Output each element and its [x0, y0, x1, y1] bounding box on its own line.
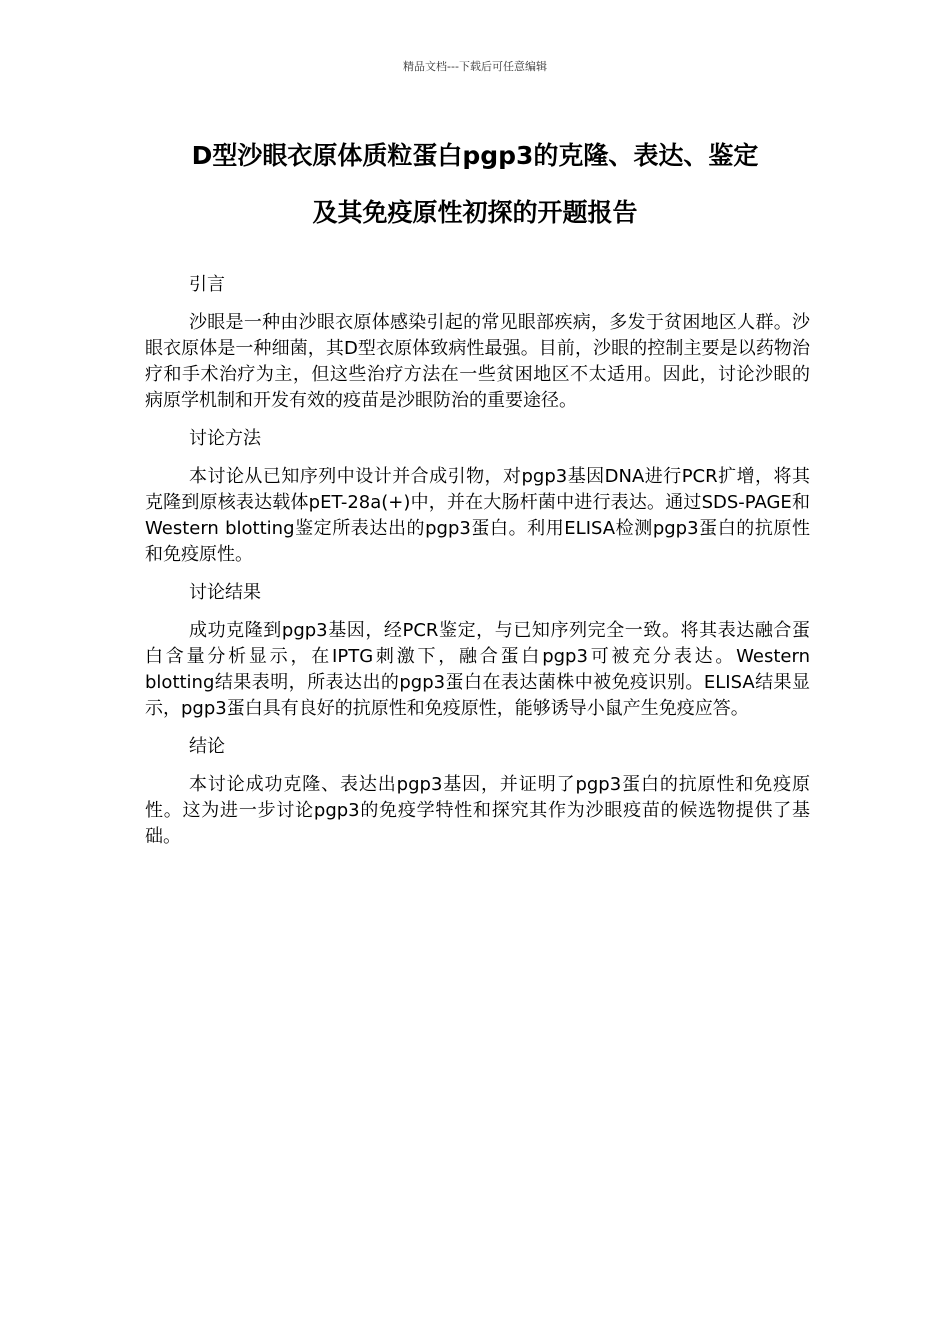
section-results	[145, 580, 810, 722]
section-heading: 讨论方法	[189, 428, 261, 449]
document-title-line-1: D型沙眼衣原体质粒蛋白pgp3的克隆、表达、鉴定	[191, 141, 759, 170]
header-note: 精品文档---下载后可任意编辑	[403, 60, 547, 73]
document-title-line-2: 及其免疫原性初探的开题报告	[312, 198, 638, 227]
section-heading: 讨论结果	[189, 582, 261, 603]
section-introduction	[145, 272, 810, 414]
section-heading: 结论	[189, 736, 225, 757]
section-paragraph: 本讨论从已知序列中设计并合成引物，对pgp3基因DNA进行PCR扩增，将其克隆到原核表达载体pET-28a(+)中，并在大肠杆菌中进行表达。通过SDS-PAGE和Western blotting鉴定所表达出的pgp3蛋白。利用ELISA检测pgp3蛋白的抗原性和免疫原性。	[145, 466, 810, 565]
section-paragraph: 成功克隆到pgp3基因，经PCR鉴定，与已知序列完全一致。将其表达融合蛋白含量分析显示，在IPTG刺激下，融合蛋白pgp3可被充分表达。Western blotting结果表明，所表达出的pgp3蛋白在表达菌株中被免疫识别。ELISA结果显示，pgp3蛋白具有良好的抗原性和免疫原性，能够诱导小鼠产生免疫应答。	[145, 620, 810, 719]
section-paragraph: 沙眼是一种由沙眼衣原体感染引起的常见眼部疾病，多发于贫困地区人群。沙眼衣原体是一种细菌，其D型衣原体致病性最强。目前，沙眼的控制主要是以药物治疗和手术治疗为主，但这些治疗方法在一些贫困地区不太适用。因此，讨论沙眼的病原学机制和开发有效的疫苗是沙眼防治的重要途径。	[145, 312, 810, 411]
section-methods	[145, 426, 810, 568]
section-conclusion	[145, 734, 810, 850]
document-body	[145, 272, 810, 862]
section-paragraph: 本讨论成功克隆、表达出pgp3基因，并证明了pgp3蛋白的抗原性和免疫原性。这为进一步讨论pgp3的免疫学特性和探究其作为沙眼疫苗的候选物提供了基础。	[145, 774, 810, 847]
section-heading: 引言	[189, 274, 225, 295]
